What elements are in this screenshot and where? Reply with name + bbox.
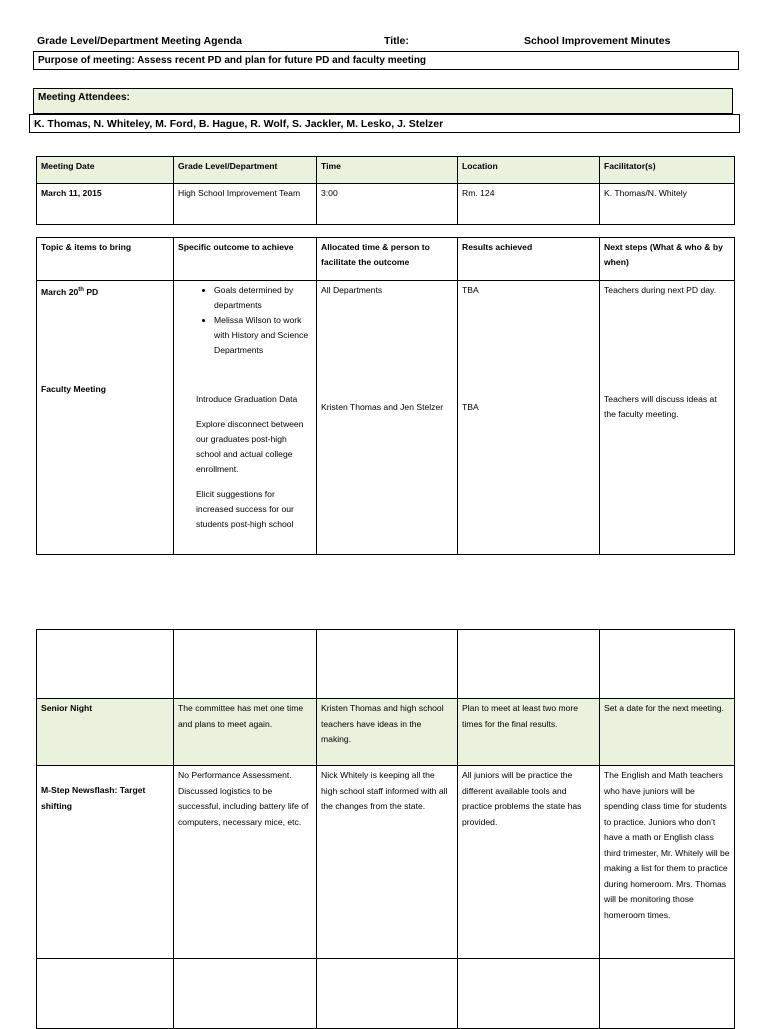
header-grade-level: Grade Level/Department (174, 157, 317, 184)
person-mstep: Nick Whitely is keeping all the high school staff informed with all the changes from the state. (317, 766, 458, 959)
next-1: Teachers during next PD day. (604, 285, 717, 295)
topic-mstep: M-Step Newsflash: Target shifting (37, 766, 174, 959)
header-meeting-date: Meeting Date (37, 157, 174, 184)
empty-cell (317, 959, 458, 1029)
person-senior-night: Kristen Thomas and high school teachers have ideas in the making. (317, 699, 458, 766)
next-mstep: The English and Math teachers who have juniors will be spending class time for students to practice. Juniors who don’t have a math or English class third trimester, Mr. Whitely will be making a list for them to practice during homeroom. Mrs. Thomas will be monitoring those homeroom times. (600, 766, 735, 959)
empty-cell (458, 630, 600, 699)
outcome-senior-night: The committee has met one time and plans to meet again. (174, 699, 317, 766)
attendees-names-box (29, 114, 740, 133)
header-topic: Topic & items to bring (37, 238, 174, 281)
empty-cell (317, 630, 458, 699)
list-item: • Melissa Wilson to work with History and Science Departments (214, 313, 312, 358)
topic-cell (37, 281, 174, 555)
outcome-para: Explore disconnect between our graduates post-high school and actual college enrollment. (196, 419, 304, 474)
purpose-text: Purpose of meeting: Assess recent PD and plan for future PD and faculty meeting (38, 55, 427, 66)
outcome-bullets (178, 283, 312, 358)
person-1: All Departments (321, 285, 383, 295)
header-time: Time (317, 157, 458, 184)
facilitators: K. Thomas/N. Whitely (600, 184, 735, 225)
results-mstep: All juniors will be practice the different available tools and practice problems the state has provided. (458, 766, 600, 959)
title-value: School Improvement Minutes (524, 35, 671, 47)
topic-senior-night: Senior Night (37, 699, 174, 766)
agenda-table (36, 237, 735, 555)
next-steps-cell (600, 281, 735, 555)
results-senior-night: Plan to meet at least two more times for the final results. (458, 699, 600, 766)
header-results: Results achieved (458, 238, 600, 281)
header-facilitators: Facilitator(s) (600, 157, 735, 184)
header-next-steps: Next steps (What & who & by when) (600, 238, 735, 281)
attendees-label: Meeting Attendees: (38, 92, 130, 103)
meeting-time: 3:00 (317, 184, 458, 225)
empty-cell (37, 959, 174, 1029)
empty-cell (174, 630, 317, 699)
header-location: Location (458, 157, 600, 184)
attendees-label-box (33, 88, 733, 114)
result-2: TBA (462, 402, 479, 412)
outcome-para: Introduce Graduation Data (196, 394, 298, 404)
empty-cell (600, 630, 735, 699)
outcome-cell (174, 281, 317, 555)
empty-cell (458, 959, 600, 1029)
topic-faculty-meeting: Faculty Meeting (41, 383, 106, 394)
header-outcome: Specific outcome to achieve (174, 238, 317, 281)
attendees-names: K. Thomas, N. Whiteley, M. Ford, B. Hague, R. Wolf, S. Jackler, M. Lesko, J. Stelzer (34, 118, 444, 130)
empty-cell (37, 630, 174, 699)
purpose-box (33, 51, 739, 70)
list-item: • Goals determined by departments (214, 283, 312, 313)
meeting-location: Rm. 124 (458, 184, 600, 225)
header-allocated: Allocated time & person to facilitate the outcome (317, 238, 458, 281)
meeting-info-table (36, 156, 735, 225)
agenda-heading: Grade Level/Department Meeting Agenda (37, 35, 242, 47)
results-cell (458, 281, 600, 555)
outcome-mstep: No Performance Assessment. Discussed logistics to be successful, including battery life of computers, necessary mice, etc. (174, 766, 317, 959)
empty-cell (174, 959, 317, 1029)
followup-table (36, 629, 735, 1029)
topic-pd: March 20th PD (41, 286, 99, 297)
next-senior-night: Set a date for the next meeting. (600, 699, 735, 766)
person-2: Kristen Thomas and Jen Stelzer (321, 402, 444, 412)
title-label: Title: (384, 35, 409, 47)
next-2: Teachers will discuss ideas at the faculty meeting. (604, 394, 717, 419)
result-1: TBA (462, 285, 479, 295)
grade-level: High School Improvement Team (174, 184, 317, 225)
meeting-date: March 11, 2015 (37, 184, 174, 225)
empty-cell (600, 959, 735, 1029)
person-cell (317, 281, 458, 555)
outcome-para: Elicit suggestions for increased success for our students post-high school (196, 489, 294, 529)
